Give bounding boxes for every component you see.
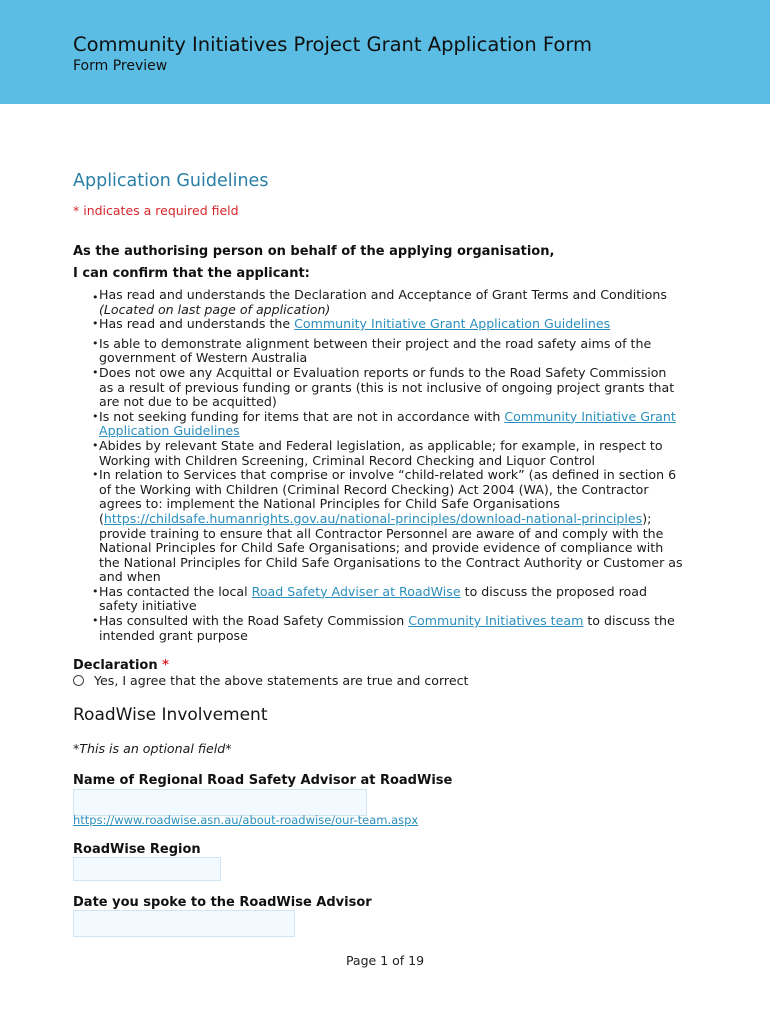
confirmation-list <box>73 288 683 643</box>
advisor-name-label: Name of Regional Road Safety Advisor at RoadWise <box>73 773 453 788</box>
list-item: • Does not owe any Acquittal or Evaluation reports or funds to the Road Safety Commission as a result of previous funding or grants (this is not inclusive of ongoing project grants that are not due to be acquitted) <box>73 366 683 410</box>
intro-line-1: As the authorising person on behalf of the applying organisation, <box>73 244 555 259</box>
list-item: • In relation to Services that comprise or involve “child-related work” (as defined in section 6 of the Working with Children (Criminal Record Checking) Act 2004 (WA), the Contractor agrees to: implement the National Principles for Child Safe Organisations (https://childsafe.humanrights.gov.au/national-principles/download-national-principles); provide training to ensure that all Contractor Personnel are aware of and comply with the National Principles for Child Safe Organisations; and provide evidence of compliance with the National Principles for Child Safe Organisations to the Contract Authority or Customer as and when <box>73 468 683 585</box>
guidelines-link[interactable]: Community Initiative Grant Application Guidelines <box>99 408 676 439</box>
roadwise-region-input[interactable] <box>73 857 221 881</box>
declaration-option-label: Yes, I agree that the above statements are true and correct <box>94 673 469 688</box>
header-banner <box>0 0 770 104</box>
list-item: • Has consulted with the Road Safety Commission Community Initiatives team to discuss the intended grant purpose <box>73 614 683 643</box>
roadwise-team-link[interactable]: https://www.roadwise.asn.au/about-roadwise/our-team.aspx <box>73 813 419 827</box>
childsafe-link[interactable]: https://childsafe.humanrights.gov.au/national-principles/download-national-principles <box>103 510 643 526</box>
list-item: • Is able to demonstrate alignment between their project and the road safety aims of the government of Western Australia <box>73 337 683 366</box>
list-item: • Has contacted the local Road Safety Adviser at RoadWise to discuss the proposed road safety initiative <box>73 585 683 614</box>
required-marker: * <box>162 658 169 673</box>
page-indicator: Page 1 of 19 <box>345 953 425 968</box>
required-field-note: * indicates a required field <box>73 203 239 218</box>
list-item: • Has read and understands the Declaration and Acceptance of Grant Terms and Conditions (Located on last page of application) <box>73 288 683 317</box>
form-title: Community Initiatives Project Grant Application Form <box>73 33 593 56</box>
advisor-date-label: Date you spoke to the RoadWise Advisor <box>73 895 372 910</box>
roadwise-region-label: RoadWise Region <box>73 842 201 857</box>
advisor-date-input[interactable] <box>73 910 295 937</box>
advisor-name-input[interactable] <box>73 789 367 816</box>
community-initiatives-team-link[interactable]: Community Initiatives team <box>408 613 584 629</box>
guidelines-link[interactable]: Community Initiative Grant Application Guidelines <box>294 316 611 332</box>
guidelines-heading: Application Guidelines <box>73 171 269 191</box>
list-item: • Is not seeking funding for items that are not in accordance with Community Initiative Grant Application Guidelines <box>73 410 683 439</box>
roadwise-heading: RoadWise Involvement <box>73 705 268 725</box>
road-safety-adviser-link[interactable]: Road Safety Adviser at RoadWise <box>251 583 461 599</box>
declaration-radio[interactable] <box>73 675 84 686</box>
form-subtitle: Form Preview <box>73 58 168 74</box>
intro-line-2: I can confirm that the applicant: <box>73 266 310 281</box>
optional-field-note: *This is an optional field* <box>73 741 232 756</box>
declaration-label: Declaration * <box>73 658 169 673</box>
declaration-option[interactable] <box>73 673 468 688</box>
list-item: • Abides by relevant State and Federal legislation, as applicable; for example, in respect to Working with Children Screening, Criminal Record Checking and Liquor Control <box>73 439 683 468</box>
list-item: • Has read and understands the Community Initiative Grant Application Guidelines <box>73 317 683 332</box>
